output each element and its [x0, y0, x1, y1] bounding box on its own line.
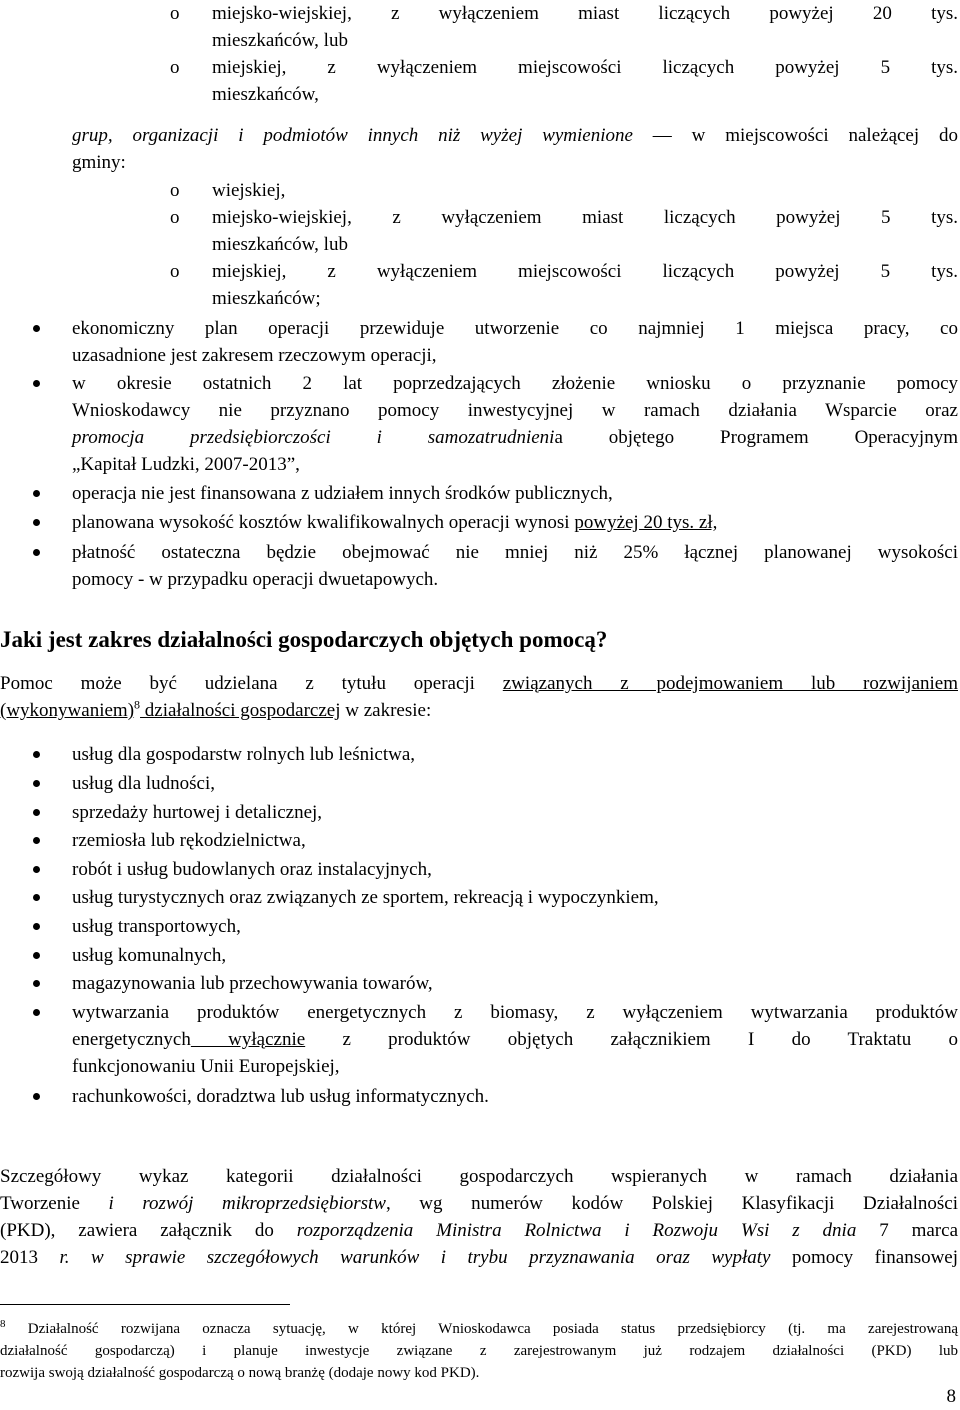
bullet-dot-icon	[0, 884, 72, 901]
italic-text: rozporządzenia Ministra Rolnictwa i Rozwoju Wsi z dnia	[296, 1220, 857, 1241]
text-line: działalność gospodarczą) i planuje inwestycje związane z zarejestrowanym już rodzajem działalności (PKD) lub	[0, 1343, 958, 1359]
text-line: pomocy - w przypadku operacji dwuetapowych.	[72, 569, 439, 590]
intro-paragraph	[0, 670, 958, 724]
italic-text: i rozwój mikroprzedsiębiorstw	[108, 1193, 386, 1214]
sublist-item	[170, 258, 958, 312]
group-italic-text: grup, organizacji i podmiotów innych niż wyżej wymienione	[72, 125, 633, 146]
scope-item	[0, 884, 958, 911]
sublist-item	[170, 204, 958, 258]
bullet-dot-icon	[0, 770, 72, 787]
italic-text: r. w sprawie szczegółowych warunków i trybu przyznawania oraz wypłaty	[59, 1247, 771, 1268]
text-line: mieszkańców, lub	[212, 234, 348, 255]
scope-item-label: usług komunalnych,	[72, 945, 227, 966]
footnote-number: 8	[0, 1318, 6, 1330]
text-span: w zakresie:	[340, 700, 432, 721]
detail-paragraph	[0, 1163, 958, 1271]
scope-item-label: usług dla ludności,	[72, 773, 216, 794]
scope-item-label: rzemiosła lub rękodzielnictwa,	[72, 830, 306, 851]
bullet-dot-icon	[0, 509, 72, 526]
text-line: miejsko-wiejskiej, z wyłączeniem miast liczących powyżej 5 tys.	[212, 207, 958, 228]
bullet-dot-icon	[0, 1083, 72, 1100]
underlined-text: wyłącznie	[190, 1029, 306, 1050]
circle-bullet-icon: o	[170, 3, 180, 24]
footnote-separator	[0, 1304, 290, 1305]
bullet-dot-icon	[0, 856, 72, 873]
text-span: 7 marca	[856, 1220, 959, 1241]
bullet-dot-icon	[0, 827, 72, 844]
circle-bullet-icon: o	[170, 57, 180, 78]
text-line: Wnioskodawcy nie przyznano pomocy inwestycyjnej w ramach działania Wsparcie oraz	[72, 400, 958, 421]
scope-item-label: sprzedaży hurtowej i detalicznej,	[72, 802, 323, 823]
text-line: miejskiej, z wyłączeniem miejscowości liczących powyżej 5 tys.	[212, 261, 958, 282]
text-line: w okresie ostatnich 2 lat poprzedzających złożenie wniosku o przyznanie pomocy	[72, 373, 958, 394]
text-span: planowana wysokość kosztów kwalifikowalnych operacji wynosi	[72, 512, 575, 533]
text-span: a objętego Programem Operacyjnym	[554, 427, 958, 448]
text-line: „Kapitał Ludzki, 2007-2013”,	[72, 454, 300, 475]
text-span: , wg numerów kodów Polskiej Klasyfikacji Działalności	[385, 1193, 959, 1214]
scope-item-label: usług turystycznych oraz związanych ze sportem, rekreacją i wypoczynkiem,	[72, 887, 659, 908]
circle-bullet-icon: o	[170, 180, 180, 201]
text-span: energetycznych	[72, 1029, 191, 1050]
scope-item	[0, 770, 958, 797]
scope-item	[0, 913, 958, 940]
sublist-item	[170, 0, 958, 54]
sublist-item	[170, 54, 958, 108]
text-line: mieszkańców,	[212, 84, 319, 105]
scope-item	[0, 856, 958, 883]
text-line: wytwarzania produktów energetycznych z biomasy, z wyłączeniem wytwarzania produktów	[72, 1002, 958, 1023]
bullet-dot-icon	[0, 370, 72, 387]
bullet-dot-icon	[0, 315, 72, 332]
bullet-dot-icon	[0, 741, 72, 758]
scope-item	[0, 999, 958, 1080]
circle-bullet-icon: o	[170, 207, 180, 228]
text-line: ekonomiczny plan operacji przewiduje utworzenie co najmniej 1 miejsca pracy, co	[72, 318, 958, 339]
scope-item-label: usług transportowych,	[72, 916, 241, 937]
condition-item	[0, 370, 958, 478]
italic-program-name: promocja przedsiębiorczości i samozatrudnieni	[72, 427, 555, 448]
text-span: (PKD), zawiera załącznik do	[0, 1220, 297, 1241]
bullet-dot-icon	[0, 942, 72, 959]
condition-item	[0, 480, 958, 507]
scope-item-label: usług dla gospodarstw rolnych lub leśnictwa,	[72, 744, 416, 765]
text-span: 2013	[0, 1247, 60, 1268]
scope-item	[0, 741, 958, 768]
bullet-dot-icon	[0, 970, 72, 987]
scope-item	[0, 799, 958, 826]
text-line: płatność ostateczna będzie obejmować nie mniej niż 25% łącznej planowanej wysokości	[72, 542, 958, 563]
sublist-item	[170, 177, 958, 204]
group-rest-text: — w miejscowości należącej do	[632, 125, 958, 146]
scope-item-label: magazynowania lub przechowywania towarów,	[72, 973, 433, 994]
footnote-ref: 8	[134, 697, 141, 712]
text-line: wiejskiej,	[212, 180, 286, 201]
text-span: Działalność rozwijana oznacza sytuację, w której Wnioskodawca posiada status przedsiębiorcy (tj. ma zarejestrowaną	[5, 1321, 958, 1337]
scope-item	[0, 827, 958, 854]
condition-item	[0, 315, 958, 369]
text-line: miejsko-wiejskiej, z wyłączeniem miast liczących powyżej 20 tys.	[212, 3, 958, 24]
bullet-dot-icon	[0, 913, 72, 930]
scope-item-label: robót i usług budowlanych oraz instalacyjnych,	[72, 859, 432, 880]
circle-bullet-icon: o	[170, 261, 180, 282]
section-heading: Jaki jest zakres działalności gospodarczych objętych pomocą?	[0, 627, 608, 652]
text-line: operacja nie jest finansowana z udziałem innych środków publicznych,	[72, 483, 613, 504]
text-line: rozwija swoją działalność gospodarczą o nową branżę (dodaje nowy kod PKD).	[0, 1365, 480, 1381]
text-line: miejskiej, z wyłączeniem miejscowości liczących powyżej 5 tys.	[212, 57, 958, 78]
bullet-dot-icon	[0, 799, 72, 816]
scope-item	[0, 970, 958, 997]
condition-item	[0, 509, 958, 536]
underlined-text: (wykonywaniem)	[0, 700, 135, 721]
text-line: Szczegółowy wykaz kategorii działalności gospodarczych wspieranych w ramach działania	[0, 1166, 958, 1187]
scope-item	[0, 1083, 958, 1110]
page-number: 8	[946, 1386, 956, 1407]
scope-item	[0, 942, 958, 969]
group-paragraph	[72, 122, 958, 176]
text-span: Tworzenie	[0, 1193, 109, 1214]
scope-item-label: rachunkowości, doradztwa lub usług informatycznych.	[72, 1086, 489, 1107]
text-line: mieszkańców;	[212, 288, 321, 309]
bullet-dot-icon	[0, 480, 72, 497]
text-span: Pomoc może być udzielana z tytułu operacji	[0, 673, 503, 694]
bullet-dot-icon	[0, 539, 72, 556]
bullet-dot-icon	[0, 999, 72, 1016]
text-line: uzasadnione jest zakresem rzeczowym operacji,	[72, 345, 437, 366]
text-line: funkcjonowaniu Unii Europejskiej,	[72, 1056, 340, 1077]
text-span: pomocy finansowej	[770, 1247, 959, 1268]
text-line: mieszkańców, lub	[212, 30, 348, 51]
text-span: z produktów objętych załącznikiem I do Traktatu o	[305, 1029, 958, 1050]
underlined-text: działalności gospodarczej	[140, 700, 341, 721]
text-line: gminy:	[72, 152, 126, 173]
footnote	[0, 1318, 958, 1384]
underlined-text: związanych z podejmowaniem lub rozwijaniem	[502, 673, 958, 694]
underlined-amount: powyżej 20 tys. zł,	[574, 512, 718, 533]
condition-item	[0, 539, 958, 593]
